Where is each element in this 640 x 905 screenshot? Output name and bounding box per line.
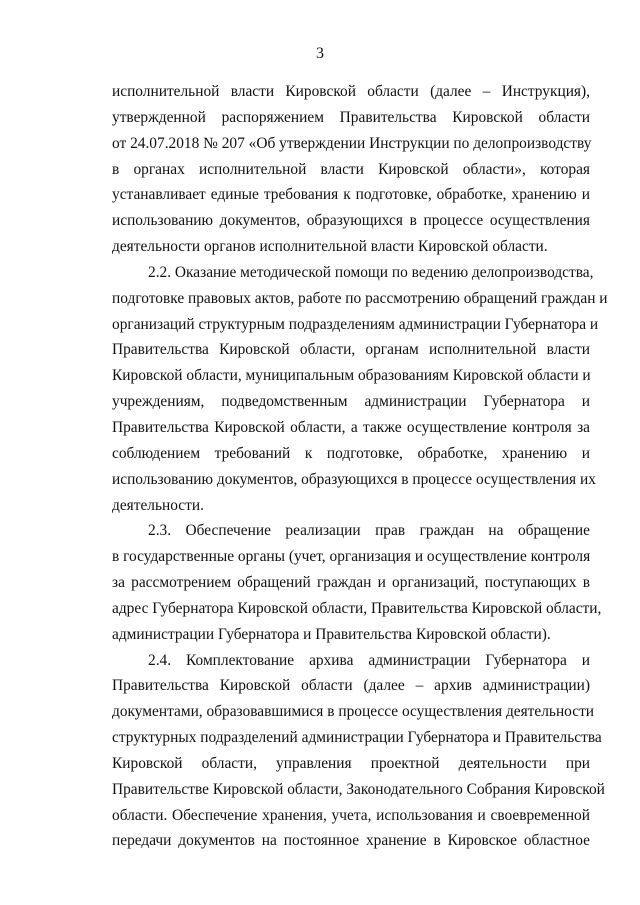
text-line: утвержденной распоряжением Правительства Кировской области bbox=[112, 108, 590, 126]
text-line: Правительства Кировской области (далее – архив администрации) bbox=[112, 677, 590, 695]
text-line: Правительства Кировской области, а также осуществление контроля за bbox=[112, 418, 590, 436]
text-line: учреждениям, подведомственным администрации Губернатора и bbox=[112, 393, 590, 411]
text-line: передачи документов на постоянное хранение в Кировское областное bbox=[112, 832, 590, 850]
text-line: документами, образовавшимися в процессе осуществления деятельности bbox=[112, 703, 595, 721]
text-line: деятельности. bbox=[112, 496, 204, 514]
text-line: в государственные органы (учет, организация и осуществление контроля bbox=[112, 548, 591, 566]
text-line: за рассмотрением обращений граждан и организаций, поступающих в bbox=[112, 574, 590, 592]
text-line: Правительства Кировской области, органам исполнительной власти bbox=[112, 341, 590, 359]
text-line: структурных подразделений администрации Губернатора и Правительства bbox=[112, 729, 602, 747]
text-line: устанавливает единые требования к подготовке, обработке, хранению и bbox=[112, 186, 590, 204]
page-number: 3 bbox=[316, 45, 324, 62]
text-line: использованию документов, образующихся в процессе осуществления bbox=[112, 212, 590, 230]
text-line: Кировской области, муниципальным образованиям Кировской области и bbox=[112, 367, 591, 385]
text-line: исполнительной власти Кировской области (далее – Инструкция), bbox=[112, 83, 590, 100]
text-line: подготовке правовых актов, работе по рассмотрению обращений граждан и bbox=[112, 289, 608, 307]
text-line: Кировской области, управления проектной деятельности при bbox=[112, 754, 590, 772]
text-line: соблюдением требований к подготовке, обработке, хранению и bbox=[112, 444, 590, 462]
text-line: использованию документов, образующихся в процессе осуществления их bbox=[112, 470, 596, 488]
paragraph-2-4-first-line: 2.4. Комплектование архива администрации Губернатора и bbox=[148, 651, 590, 669]
text-line: организаций структурным подразделениям администрации Губернатора и bbox=[112, 315, 599, 333]
body-text bbox=[112, 79, 608, 854]
text-line: деятельности органов исполнительной власти Кировской области. bbox=[112, 238, 548, 256]
text-line: Правительстве Кировской области, Законодательного Собрания Кировской bbox=[112, 780, 605, 798]
text-line: администрации Губернатора и Правительства Кировской области). bbox=[112, 625, 551, 643]
paragraph-2-2-first-line: 2.2. Оказание методической помощи по ведению делопроизводства, bbox=[148, 263, 594, 281]
paragraph-2-3-first-line: 2.3. Обеспечение реализации прав граждан на обращение bbox=[148, 522, 590, 540]
text-line: от 24.07.2018 № 207 «Об утверждении Инструкции по делопроизводству bbox=[112, 134, 592, 152]
text-line: адрес Губернатора Кировской области, Правительства Кировской области, bbox=[112, 599, 602, 617]
text-line: в органах исполнительной власти Кировской области», которая bbox=[112, 160, 590, 178]
text-line: области. Обеспечение хранения, учета, использования и своевременной bbox=[112, 806, 590, 824]
